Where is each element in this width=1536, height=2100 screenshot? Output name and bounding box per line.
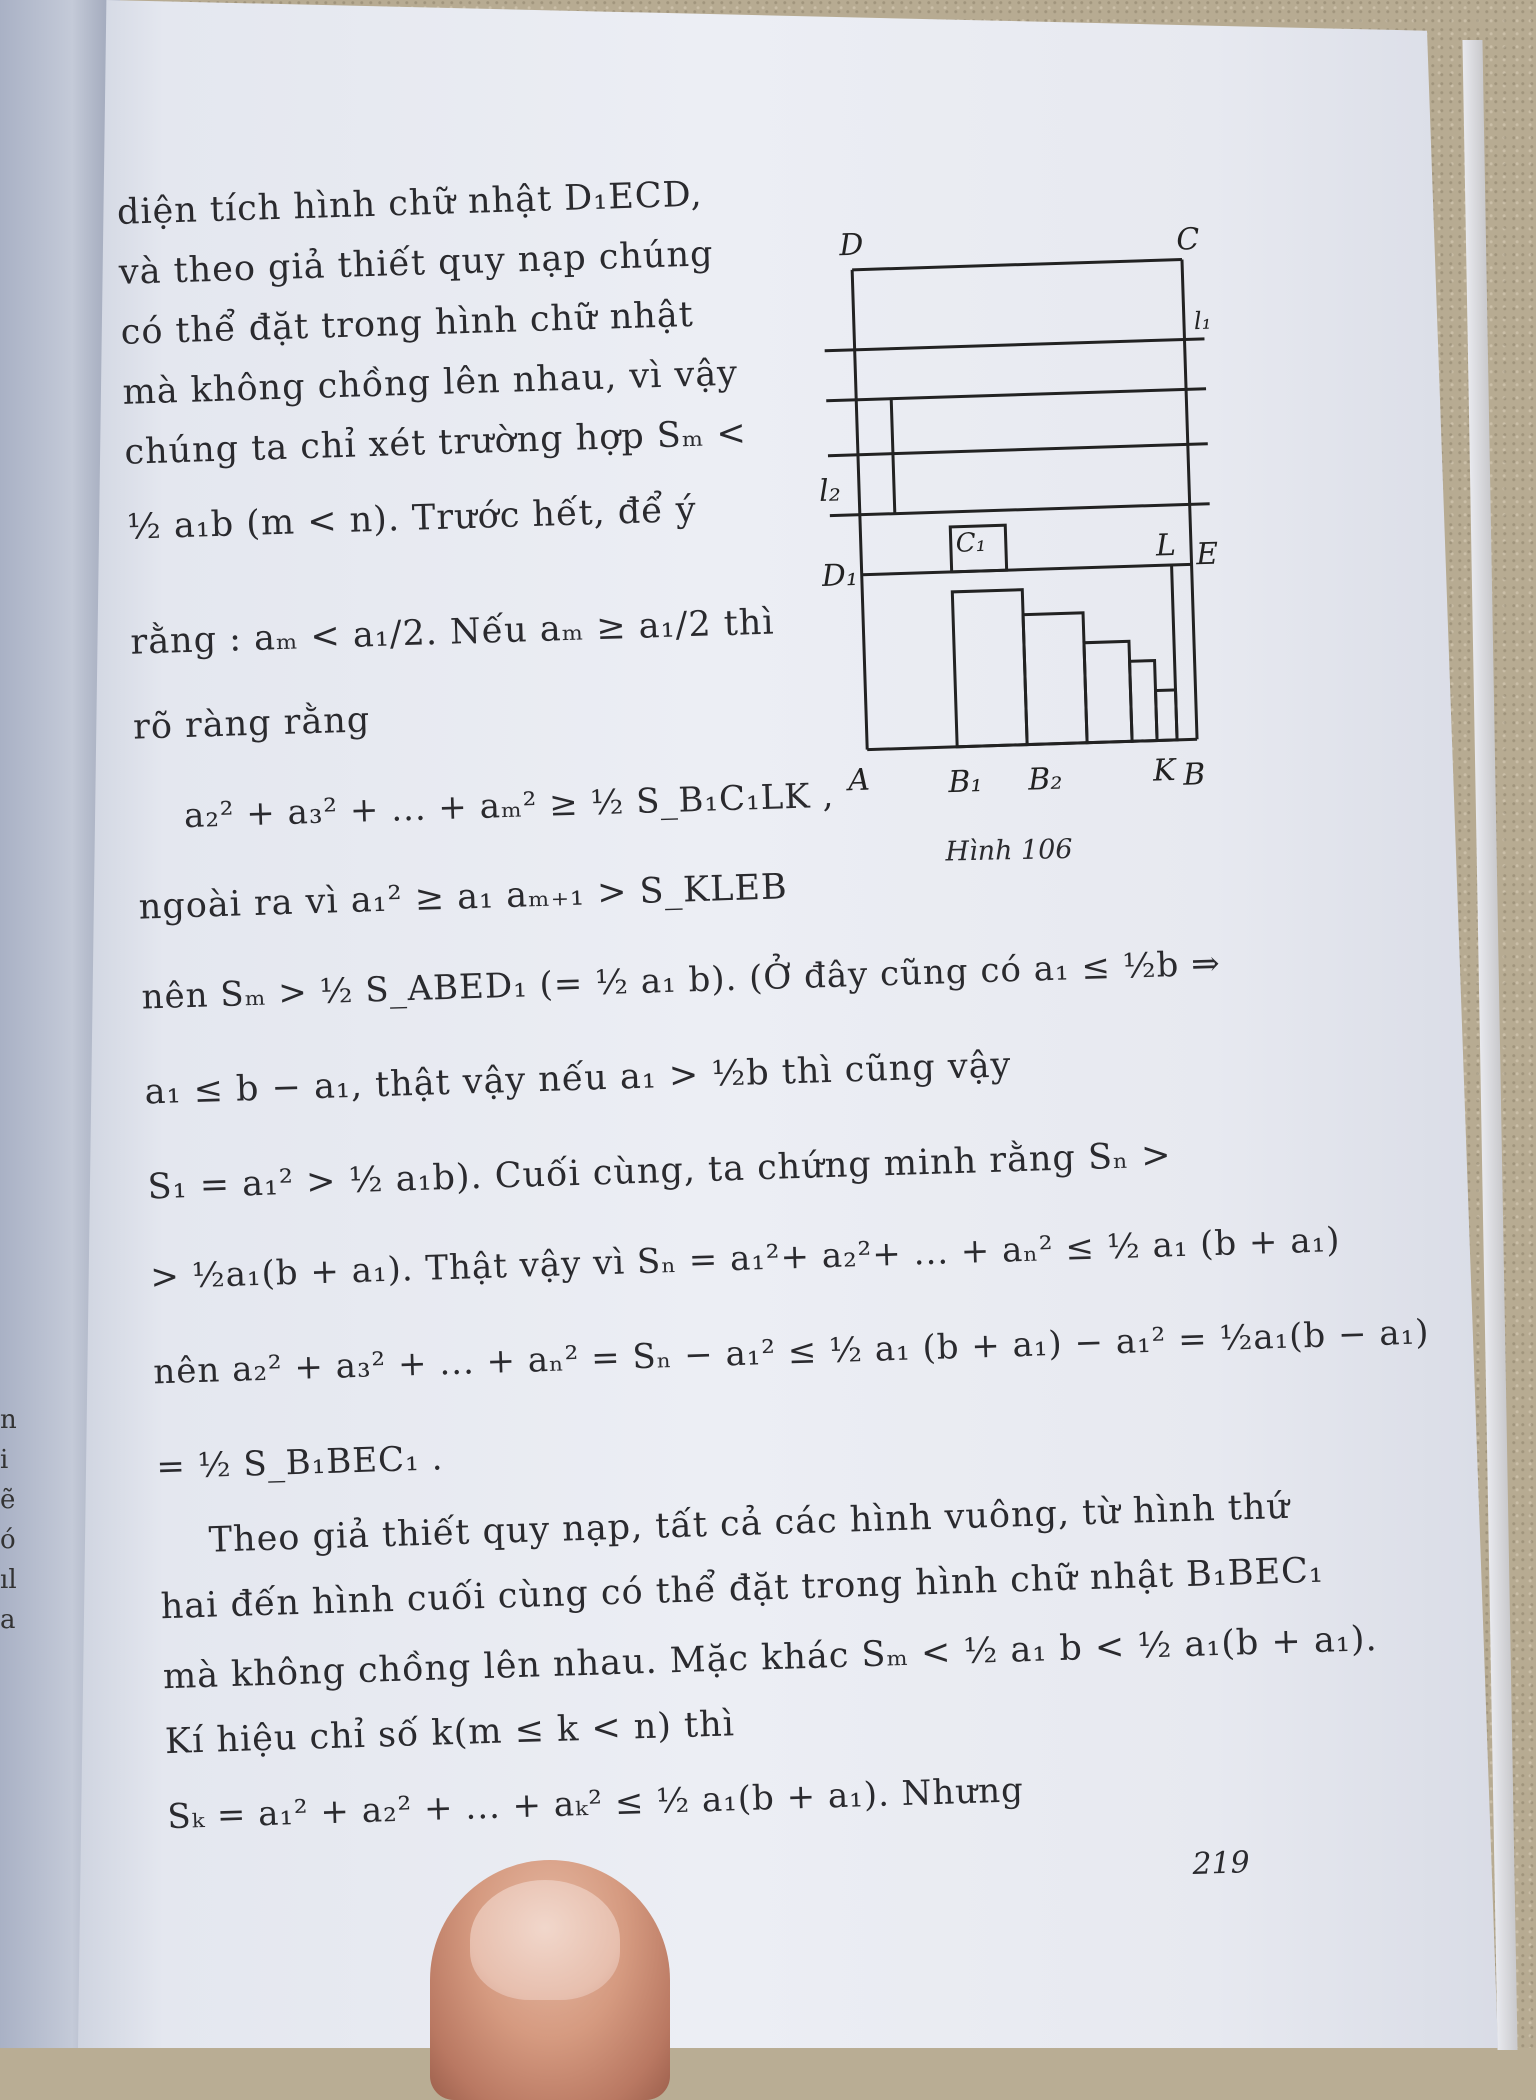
thumbnail	[470, 1880, 620, 2000]
figure-line	[852, 259, 1182, 269]
text-line: nên Sₘ > ½ S_ABED₁ (= ½ a₁ b). (Ở đây cũng có a₁ ≤ ½b ⇒	[141, 943, 1222, 1018]
figure-line	[830, 504, 1210, 516]
left-fragment: ẽ	[0, 1485, 16, 1515]
label-d: D	[838, 227, 864, 264]
square-3	[1084, 641, 1132, 742]
text-line: có thể đặt trong hình chữ nhật	[120, 294, 695, 353]
label-l: L	[1155, 527, 1177, 564]
label-c1: C₁	[955, 527, 987, 559]
equation-line: nên a₂² + a₃² + ... + aₙ² = Sₙ − a₁² ≤ ½ a₁ (b + a₁) − a₁² = ½a₁(b − a₁)	[152, 1312, 1431, 1393]
text-line: Kí hiệu chỉ số k(m ≤ k < n) thì	[164, 1704, 736, 1763]
label-c: C	[1175, 221, 1200, 258]
figure-line	[852, 270, 867, 750]
text-line: hai đến hình cuối cùng có thể đặt trong hình chữ nhật B₁BEC₁	[160, 1550, 1325, 1628]
square-5	[1156, 690, 1178, 741]
square-4	[1130, 661, 1158, 742]
text-line: mà không chồng lên nhau, vì vậy	[122, 353, 739, 413]
label-b1: B₁	[947, 764, 983, 801]
text-line: rõ ràng rằng	[132, 700, 371, 748]
equation-line: Sₖ = a₁² + a₂² + ... + aₖ² ≤ ½ a₁(b + a₁). Nhưng	[166, 1770, 1025, 1838]
text-line: diện tích hình chữ nhật D₁ECD,	[116, 174, 704, 233]
left-fragment: i	[0, 1445, 9, 1475]
label-e: E	[1195, 536, 1219, 573]
label-k: K	[1152, 752, 1176, 789]
label-a: A	[847, 762, 871, 799]
figure-line	[826, 389, 1206, 401]
text-line: rằng : aₘ < a₁/2. Nếu aₘ ≥ a₁/2 thì	[129, 602, 776, 663]
figure-line	[891, 399, 893, 454]
figure-line	[1172, 565, 1177, 740]
left-fragment: ó	[0, 1525, 16, 1555]
figure-line	[893, 454, 895, 514]
label-l1: l₁	[1193, 306, 1212, 336]
left-fragment: ıl	[0, 1565, 17, 1595]
figure-line	[862, 564, 1192, 574]
square-1	[952, 590, 1027, 747]
left-fragment: n	[0, 1405, 17, 1435]
figure-106	[811, 218, 1250, 831]
figure-caption: Hình 106	[945, 833, 1073, 868]
page-number: 219	[1191, 1845, 1251, 1882]
label-b: B	[1182, 757, 1206, 793]
label-b2: B₂	[1027, 761, 1063, 798]
label-l2: l₂	[818, 473, 842, 509]
equation-line: > ½a₁(b + a₁). Thật vậy vì Sₙ = a₁²+ a₂²+ ... + aₙ² ≤ ½ a₁ (b + a₁)	[149, 1220, 1342, 1298]
equation-line: a₂² + a₃² + ... + aₘ² ≥ ½ S_B₁C₁LK ,	[183, 775, 835, 837]
text-line: và theo giả thiết quy nạp chúng	[118, 234, 715, 293]
square-2	[1023, 613, 1087, 745]
text-line: Theo giả thiết quy nạp, tất cả các hình vuông, từ hình thứ	[208, 1486, 1291, 1561]
text-line: ½ a₁b (m < n). Trước hết, để ý	[126, 489, 698, 548]
figure-line	[825, 339, 1205, 351]
left-fragment: a	[0, 1605, 16, 1635]
equation-line: = ½ S_B₁BEC₁ .	[155, 1438, 444, 1488]
text-line: chúng ta chỉ xét trường hợp Sₘ <	[123, 413, 748, 473]
text-line: mà không chồng lên nhau. Mặc khác Sₘ < ½ a₁ b < ½ a₁(b + a₁).	[162, 1619, 1379, 1698]
label-d1: D₁	[821, 557, 859, 594]
text-line: a₁ ≤ b − a₁, thật vậy nếu a₁ > ½b thì cũng vậy	[144, 1045, 1012, 1113]
text-line: S₁ = a₁² > ½ a₁b). Cuối cùng, ta chứng minh rằng Sₙ >	[146, 1135, 1173, 1208]
figure-line	[828, 444, 1208, 456]
text-line: ngoài ra vì a₁² ≥ a₁ aₘ₊₁ > S_KLEB	[138, 867, 789, 928]
